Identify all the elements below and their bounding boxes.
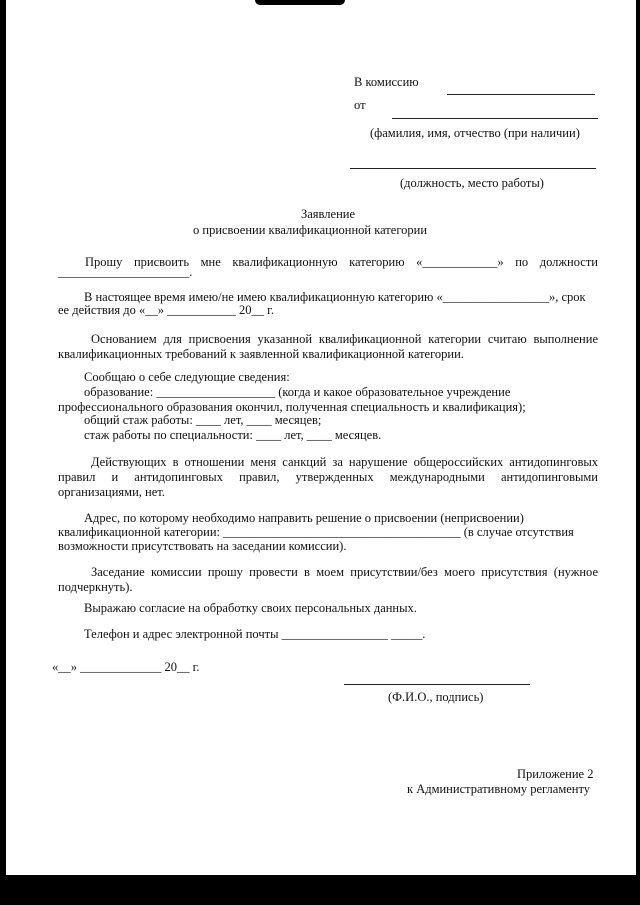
paragraph-6-line-3: возможности присутствовать на заседании комиссии). (58, 539, 347, 553)
paragraph-5: Действующих в отношении меня санкций за нарушение общероссийских антидопинговых правил и антидопинговых правил, утвержденных международными антидопинговыми организациями, нет. (58, 455, 598, 499)
paragraph-1-line-2: _____________________. (58, 265, 193, 279)
from-label: от (354, 98, 366, 112)
signature-line (344, 684, 530, 685)
paragraph-2-line-2: ее действия до «__» ___________ 20__ г. (58, 303, 274, 317)
info-intro: Сообщаю о себе следующие сведения: (84, 370, 290, 384)
education-line: образование: ___________________ (когда и какое образовательное учреждение (84, 385, 511, 399)
appendix-reference: к Административному регламенту (407, 782, 591, 796)
fio-caption: (фамилия, имя, отчество (при наличии) (370, 126, 580, 140)
position-caption: (должность, место работы) (400, 176, 544, 190)
appendix-number: Приложение 2 (517, 767, 594, 781)
paragraph-3: Основанием для присвоения указанной квалификационной категории считаю выполнение квалификационных требований к заявленной квалификационной категории. (58, 332, 598, 361)
from-line (392, 118, 598, 119)
commission-line (447, 94, 595, 95)
scan-edge-bottom (0, 875, 640, 905)
to-commission-label: В комиссию (354, 75, 419, 89)
scan-edge-top (255, 0, 345, 5)
education-line-2: профессионального образования окончил, полученная специальность и квалификация); (58, 400, 526, 414)
specialty-experience: стаж работы по специальности: ____ лет, ____ месяцев. (84, 428, 382, 442)
paragraph-8: Выражаю согласие на обработку своих персональных данных. (84, 601, 417, 615)
paragraph-7: Заседание комиссии прошу провести в моем присутствии/без моего присутствия (нужное подчеркнуть). (58, 565, 598, 594)
total-experience: общий стаж работы: ____ лет, ____ месяцев; (84, 413, 322, 427)
doc-subtitle: о присвоении квалификационной категории (193, 223, 428, 237)
scan-edge-right (636, 0, 640, 905)
date-line: «__» _____________ 20__ г. (52, 660, 200, 674)
phone-email-line: Телефон и адрес электронной почты _________________ _____. (84, 627, 426, 641)
position-line (350, 168, 596, 169)
p1-text: Прошу присвоить мне квалификационную категорию «____________» по должности (85, 255, 598, 269)
paragraph-6-line-1: Адрес, по которому необходимо направить решение о присвоении (неприсвоении) (84, 511, 524, 525)
doc-title: Заявление (301, 207, 356, 221)
paragraph-2-line-1: В настоящее время имею/не имею квалификационную категорию «_________________», срок (84, 290, 586, 304)
paragraph-6-line-2: квалификационной категории: ______________________________________ (в случае отсутствия (58, 525, 574, 539)
scan-edge-left (0, 0, 6, 905)
signature-caption: (Ф.И.О., подпись) (388, 690, 484, 704)
